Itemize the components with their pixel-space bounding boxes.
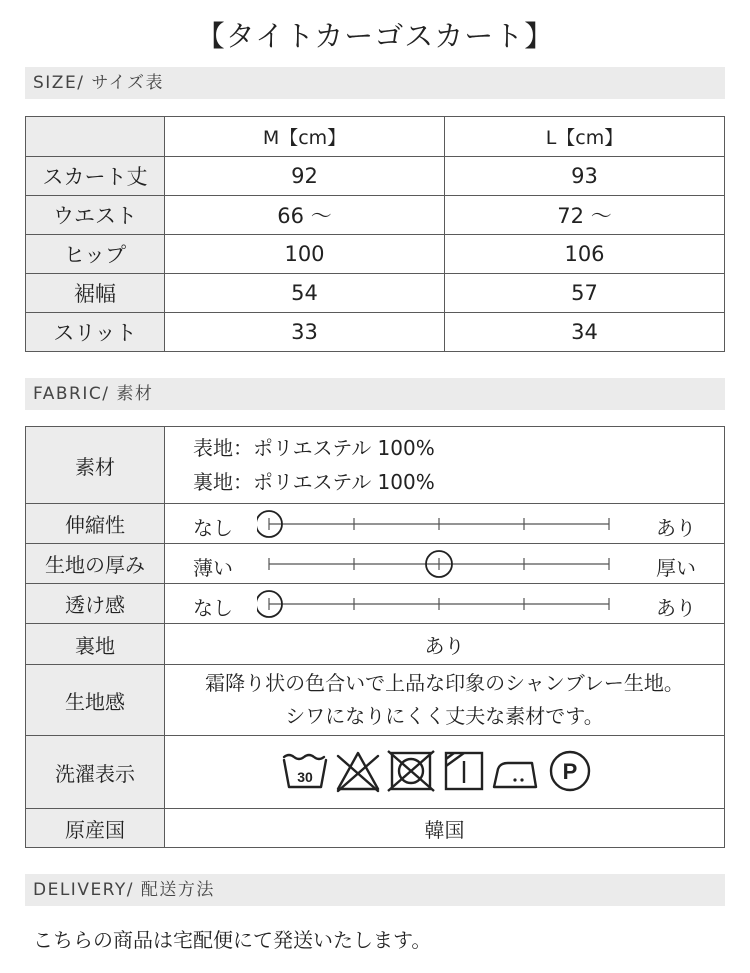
material-outer: 表地：ポリエステル 100% <box>193 436 435 460</box>
material-lining: 裏地：ポリエステル 100% <box>193 470 435 494</box>
scale-track <box>257 504 621 543</box>
fabric-table <box>25 426 725 848</box>
size-value-m: 92 <box>165 157 445 196</box>
table-row <box>26 584 725 624</box>
care-symbols <box>165 736 725 809</box>
sheerness-min-label: なし <box>193 596 233 620</box>
thickness-label: 生地の厚み <box>26 544 165 584</box>
stretch-max-label: あり <box>656 516 696 540</box>
stretch-scale <box>165 504 724 543</box>
size-table <box>25 116 725 352</box>
origin-value: 韓国 <box>165 809 725 848</box>
dry-clean-p-icon <box>551 752 589 790</box>
iron-low-icon <box>494 763 536 787</box>
no-bleach-icon <box>338 753 378 791</box>
stretch-label: 伸縮性 <box>26 504 165 544</box>
table-row <box>26 427 725 504</box>
size-value-l: 72 ～ <box>445 196 725 235</box>
table-row <box>26 235 725 274</box>
size-row-label: スカート丈 <box>26 157 165 196</box>
origin-label: 原産国 <box>26 809 165 848</box>
size-header-blank <box>26 117 165 157</box>
size-header-m: M【cm】 <box>165 117 445 157</box>
size-row-label: ウエスト <box>26 196 165 235</box>
table-row <box>26 157 725 196</box>
svg-text:P: P <box>562 759 577 784</box>
material-value <box>165 427 725 504</box>
size-value-m: 33 <box>165 313 445 352</box>
scale-track <box>257 544 621 583</box>
table-row <box>26 313 725 352</box>
delivery-text: こちらの商品は宅配便にて発送いたします。 <box>33 928 432 952</box>
table-row <box>26 504 725 544</box>
stretch-min-label: なし <box>193 516 233 540</box>
size-value-m: 66 ～ <box>165 196 445 235</box>
scale-track <box>257 584 621 623</box>
size-value-l: 106 <box>445 235 725 274</box>
table-row <box>26 809 725 848</box>
size-value-m: 54 <box>165 274 445 313</box>
size-value-l: 57 <box>445 274 725 313</box>
size-row-label: ヒップ <box>26 235 165 274</box>
no-tumble-dry-icon <box>388 751 434 791</box>
table-row <box>26 665 725 736</box>
sheerness-label: 透け感 <box>26 584 165 624</box>
lining-label: 裏地 <box>26 624 165 665</box>
size-row-label: スリット <box>26 313 165 352</box>
thickness-max-label: 厚い <box>656 556 696 580</box>
feel-label: 生地感 <box>26 665 165 736</box>
size-value-l: 34 <box>445 313 725 352</box>
page-title: 【タイトカーゴスカート】 <box>195 19 555 53</box>
table-row <box>26 736 725 809</box>
fabric-section-header: FABRIC/ 素材 <box>25 378 725 410</box>
feel-value <box>165 665 725 736</box>
thickness-min-label: 薄い <box>193 556 233 580</box>
wash-30-icon <box>284 755 326 787</box>
size-row-label: 裾幅 <box>26 274 165 313</box>
feel-line-1: 霜降り状の色合いで上品な印象のシャンブレー生地。 <box>205 671 684 695</box>
size-section-header: SIZE/ サイズ表 <box>25 67 725 99</box>
size-header-l: L【cm】 <box>445 117 725 157</box>
sheerness-max-label: あり <box>656 596 696 620</box>
feel-line-2: シワになりにくく丈夫な素材です。 <box>285 704 604 728</box>
material-label: 素材 <box>26 427 165 504</box>
size-value-m: 100 <box>165 235 445 274</box>
wash-temp-text: 30 <box>296 769 313 785</box>
line-dry-shade-icon <box>446 753 482 789</box>
delivery-section-header: DELIVERY/ 配送方法 <box>25 874 725 906</box>
table-row <box>26 274 725 313</box>
table-row <box>26 544 725 584</box>
lining-value: あり <box>165 624 725 665</box>
thickness-scale <box>165 544 724 583</box>
care-symbols-svg <box>280 747 610 797</box>
sheerness-scale <box>165 584 724 623</box>
table-row <box>26 624 725 665</box>
size-value-l: 93 <box>445 157 725 196</box>
table-row <box>26 196 725 235</box>
care-label: 洗濯表示 <box>26 736 165 809</box>
size-table-header-row <box>26 117 725 157</box>
